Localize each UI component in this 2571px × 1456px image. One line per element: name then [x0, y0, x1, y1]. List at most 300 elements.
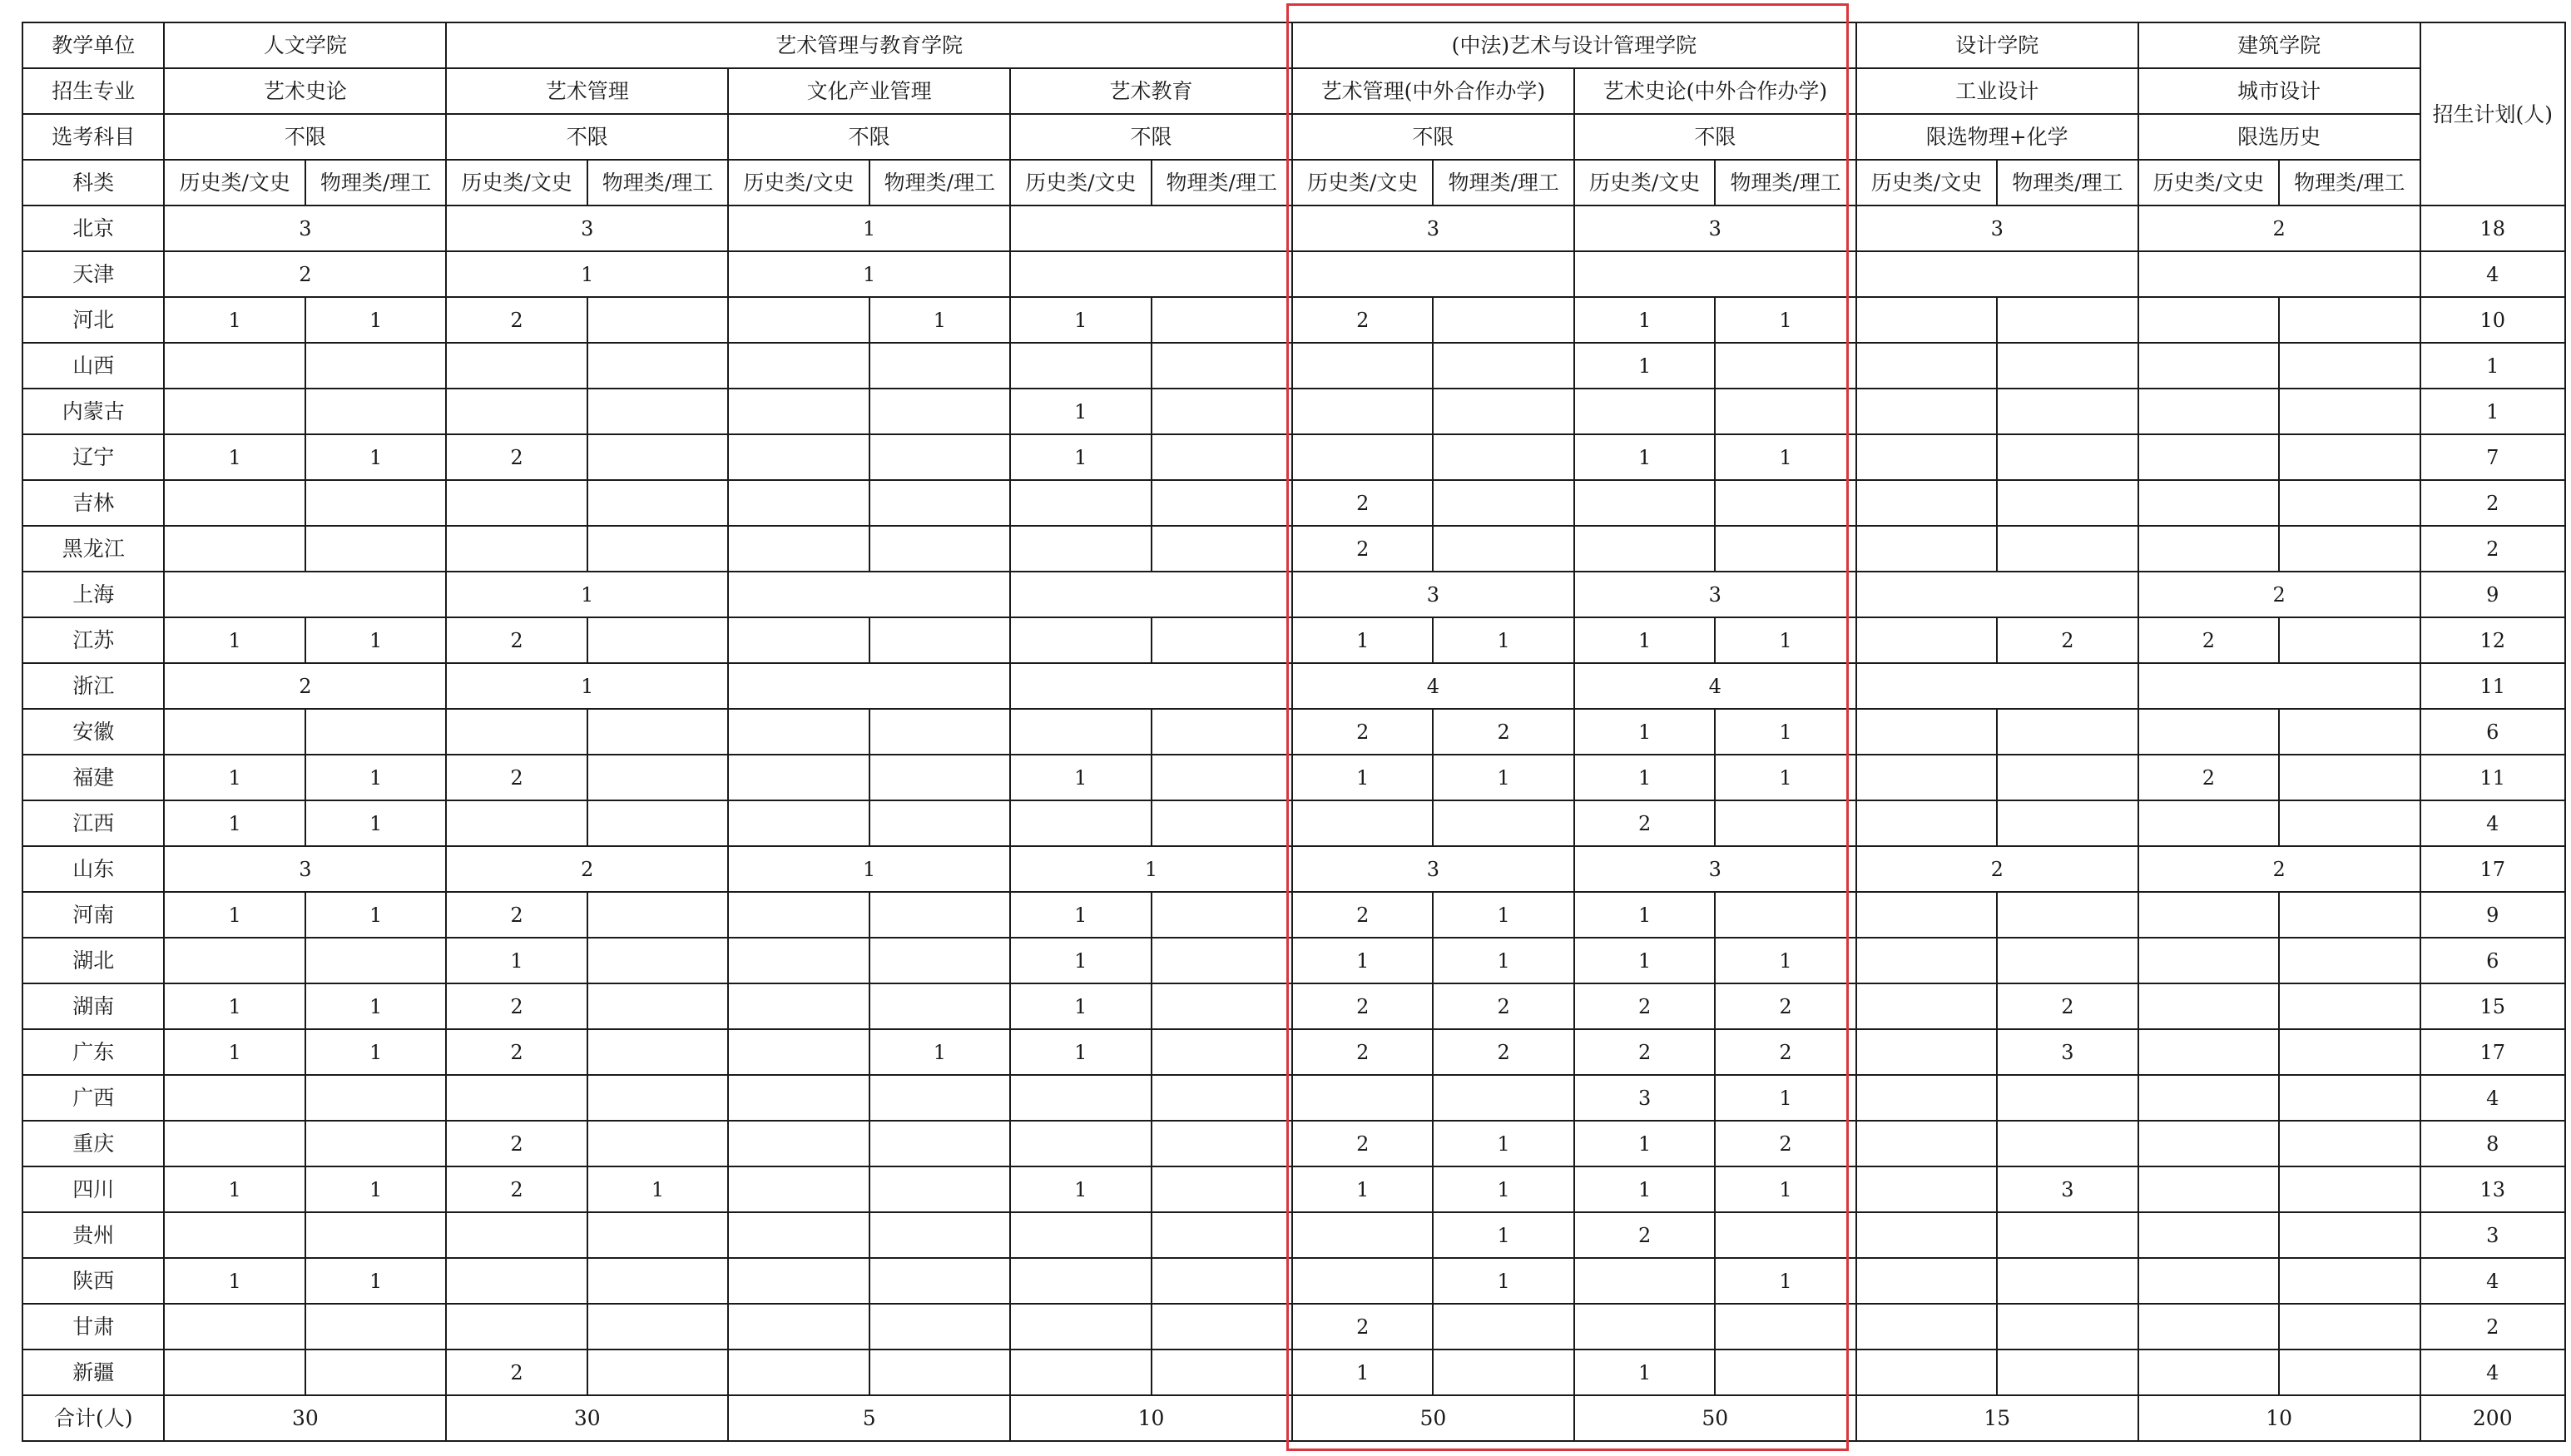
plan-cell — [1292, 434, 1433, 480]
plan-cell — [587, 983, 728, 1029]
unit-header: 艺术管理与教育学院 — [446, 22, 1292, 68]
plan-cell: 2 — [1997, 983, 2138, 1029]
merged-cell: 1 — [446, 572, 728, 617]
province-cell: 河北 — [22, 297, 164, 343]
plan-cell: 1 — [1715, 617, 1855, 663]
plan-cell — [2138, 526, 2279, 572]
plan-cell — [1997, 755, 2138, 800]
plan-cell — [1152, 800, 1292, 846]
plan-cell — [2279, 526, 2420, 572]
plan-cell — [164, 1304, 305, 1350]
plan-cell — [2138, 434, 2279, 480]
plan-cell — [2138, 800, 2279, 846]
plan-cell — [1433, 480, 1573, 526]
plan-cell: 1 — [164, 1029, 305, 1075]
row-total-cell: 15 — [2420, 983, 2565, 1029]
plan-cell — [446, 1258, 587, 1304]
plan-cell: 2 — [446, 755, 587, 800]
plan-cell — [728, 480, 869, 526]
unit-label: 教学单位 — [22, 22, 164, 68]
plan-cell: 1 — [1433, 1166, 1573, 1212]
plan-cell: 2 — [446, 1121, 587, 1166]
row-total-cell: 1 — [2420, 343, 2565, 389]
plan-cell — [2279, 1075, 2420, 1121]
plan-cell — [2279, 1166, 2420, 1212]
plan-cell — [728, 1029, 869, 1075]
plan-cell: 1 — [1010, 938, 1151, 983]
plan-cell — [2279, 1304, 2420, 1350]
plan-cell — [2138, 1166, 2279, 1212]
plan-cell: 1 — [1292, 617, 1433, 663]
merged-cell: 4 — [1292, 663, 1574, 709]
merged-cell — [2138, 663, 2420, 709]
plan-cell: 1 — [1715, 434, 1855, 480]
plan-cell: 1 — [1010, 755, 1151, 800]
plan-cell — [869, 1350, 1010, 1395]
plan-cell — [728, 617, 869, 663]
plan-cell: 1 — [1574, 343, 1715, 389]
plan-cell — [2279, 389, 2420, 434]
merged-cell: 1 — [446, 663, 728, 709]
plan-cell — [1574, 480, 1715, 526]
plan-cell — [869, 526, 1010, 572]
row-total-cell: 17 — [2420, 846, 2565, 892]
plan-cell — [2138, 1258, 2279, 1304]
province-cell: 浙江 — [22, 663, 164, 709]
plan-cell: 1 — [1574, 1121, 1715, 1166]
row-total-cell: 4 — [2420, 1258, 2565, 1304]
plan-cell — [2279, 1029, 2420, 1075]
plan-cell — [164, 1121, 305, 1166]
plan-cell: 1 — [1574, 1350, 1715, 1395]
category-header: 物理类/理工 — [2279, 160, 2420, 206]
plan-cell — [1152, 1075, 1292, 1121]
plan-cell — [1574, 389, 1715, 434]
plan-cell — [446, 1212, 587, 1258]
plan-cell — [587, 938, 728, 983]
plan-cell: 2 — [446, 1029, 587, 1075]
plan-cell — [587, 1075, 728, 1121]
plan-cell — [869, 709, 1010, 755]
merged-cell: 2 — [164, 251, 446, 297]
plan-cell — [587, 1029, 728, 1075]
plan-cell — [2279, 938, 2420, 983]
plan-cell — [1715, 389, 1855, 434]
plan-cell — [1010, 800, 1151, 846]
plan-cell — [1152, 480, 1292, 526]
province-cell: 重庆 — [22, 1121, 164, 1166]
merged-cell: 3 — [1574, 206, 1856, 251]
major-header: 艺术管理(中外合作办学) — [1292, 68, 1574, 114]
plan-cell — [728, 1304, 869, 1350]
plan-cell: 1 — [1574, 709, 1715, 755]
plan-cell — [1292, 389, 1433, 434]
plan-cell — [728, 938, 869, 983]
plan-header: 招生计划(人) — [2420, 22, 2565, 206]
plan-cell — [2279, 1121, 2420, 1166]
plan-cell — [1856, 1258, 1997, 1304]
plan-cell — [2279, 892, 2420, 938]
plan-cell — [446, 1075, 587, 1121]
merged-cell: 1 — [728, 251, 1010, 297]
plan-cell: 2 — [1433, 983, 1573, 1029]
plan-cell — [1997, 434, 2138, 480]
plan-cell: 1 — [305, 297, 446, 343]
plan-cell: 1 — [1433, 617, 1573, 663]
plan-cell — [1715, 1212, 1855, 1258]
plan-cell — [1856, 1212, 1997, 1258]
plan-cell: 1 — [164, 892, 305, 938]
plan-cell — [305, 1121, 446, 1166]
plan-cell — [1152, 617, 1292, 663]
merged-cell: 3 — [164, 846, 446, 892]
plan-cell: 2 — [1292, 297, 1433, 343]
plan-cell: 1 — [305, 983, 446, 1029]
plan-cell — [164, 1350, 305, 1395]
merged-cell — [1856, 572, 2138, 617]
plan-cell — [1152, 526, 1292, 572]
plan-cell: 1 — [1433, 755, 1573, 800]
plan-cell — [164, 343, 305, 389]
plan-cell: 1 — [1574, 434, 1715, 480]
plan-cell — [1997, 938, 2138, 983]
province-cell: 四川 — [22, 1166, 164, 1212]
row-total-cell: 11 — [2420, 663, 2565, 709]
unit-header: 设计学院 — [1856, 22, 2138, 68]
plan-cell — [1856, 1350, 1997, 1395]
row-total-cell: 6 — [2420, 938, 2565, 983]
plan-cell — [1010, 1121, 1151, 1166]
plan-cell: 2 — [446, 1166, 587, 1212]
row-total-cell: 2 — [2420, 1304, 2565, 1350]
plan-cell — [2138, 389, 2279, 434]
plan-cell — [1856, 1166, 1997, 1212]
province-cell: 江苏 — [22, 617, 164, 663]
plan-cell — [2279, 1212, 2420, 1258]
province-cell: 山东 — [22, 846, 164, 892]
plan-cell: 3 — [1997, 1166, 2138, 1212]
plan-cell: 1 — [1010, 1029, 1151, 1075]
plan-cell — [869, 434, 1010, 480]
plan-cell — [587, 1212, 728, 1258]
category-header: 历史类/文史 — [728, 160, 869, 206]
plan-cell — [869, 892, 1010, 938]
plan-cell — [1997, 1258, 2138, 1304]
plan-cell — [1433, 389, 1573, 434]
plan-cell — [1997, 297, 2138, 343]
plan-cell — [2279, 1350, 2420, 1395]
plan-cell — [728, 526, 869, 572]
plan-cell — [728, 1350, 869, 1395]
plan-cell — [1433, 1350, 1573, 1395]
subject-header: 不限 — [164, 114, 446, 160]
plan-cell — [305, 1212, 446, 1258]
plan-cell — [1292, 1212, 1433, 1258]
major-header: 文化产业管理 — [728, 68, 1010, 114]
plan-cell — [305, 938, 446, 983]
plan-cell — [1856, 1029, 1997, 1075]
category-header: 物理类/理工 — [1997, 160, 2138, 206]
plan-cell — [2138, 343, 2279, 389]
merged-cell: 2 — [2138, 206, 2420, 251]
plan-cell — [164, 389, 305, 434]
plan-cell — [869, 480, 1010, 526]
plan-cell — [728, 709, 869, 755]
plan-cell: 1 — [164, 1166, 305, 1212]
major-header: 工业设计 — [1856, 68, 2138, 114]
plan-cell: 2 — [446, 297, 587, 343]
plan-cell — [164, 480, 305, 526]
plan-cell — [1433, 343, 1573, 389]
plan-cell — [164, 1212, 305, 1258]
plan-cell — [1010, 1258, 1151, 1304]
total-cell: 30 — [164, 1395, 446, 1441]
total-label: 合计(人) — [22, 1395, 164, 1441]
province-cell: 贵州 — [22, 1212, 164, 1258]
subject-label: 选考科目 — [22, 114, 164, 160]
plan-cell: 1 — [1433, 1121, 1573, 1166]
category-header: 历史类/文史 — [446, 160, 587, 206]
province-cell: 上海 — [22, 572, 164, 617]
plan-cell — [728, 892, 869, 938]
row-total-cell: 4 — [2420, 1075, 2565, 1121]
plan-cell — [2279, 755, 2420, 800]
plan-cell — [587, 709, 728, 755]
plan-cell: 2 — [1292, 709, 1433, 755]
plan-cell: 1 — [1292, 755, 1433, 800]
plan-cell: 1 — [1433, 1212, 1573, 1258]
row-total-cell: 4 — [2420, 251, 2565, 297]
plan-cell — [1715, 1350, 1855, 1395]
plan-cell: 3 — [1997, 1029, 2138, 1075]
plan-cell — [869, 1075, 1010, 1121]
plan-cell — [1010, 480, 1151, 526]
plan-cell — [1997, 1304, 2138, 1350]
plan-cell — [1997, 892, 2138, 938]
row-total-cell: 9 — [2420, 572, 2565, 617]
plan-cell — [1010, 1075, 1151, 1121]
plan-cell — [1574, 1304, 1715, 1350]
merged-cell: 3 — [1292, 572, 1574, 617]
category-header: 物理类/理工 — [869, 160, 1010, 206]
plan-cell: 1 — [305, 755, 446, 800]
plan-cell — [2138, 938, 2279, 983]
plan-cell — [2138, 892, 2279, 938]
plan-cell: 1 — [1574, 617, 1715, 663]
merged-cell: 2 — [2138, 572, 2420, 617]
plan-cell: 1 — [1715, 1258, 1855, 1304]
plan-cell — [1715, 526, 1855, 572]
plan-cell — [1856, 389, 1997, 434]
category-header: 历史类/文史 — [1856, 160, 1997, 206]
plan-cell — [1997, 1121, 2138, 1166]
plan-cell: 1 — [1433, 1258, 1573, 1304]
plan-cell — [869, 1166, 1010, 1212]
plan-cell — [305, 526, 446, 572]
plan-cell — [1152, 892, 1292, 938]
plan-cell — [869, 755, 1010, 800]
merged-cell — [1292, 251, 1574, 297]
plan-cell — [728, 434, 869, 480]
merged-cell — [1856, 251, 2138, 297]
merged-cell — [1010, 206, 1292, 251]
plan-cell — [446, 800, 587, 846]
plan-cell — [1574, 526, 1715, 572]
merged-cell — [1010, 251, 1292, 297]
plan-cell — [1010, 526, 1151, 572]
plan-cell — [728, 1121, 869, 1166]
plan-cell — [1856, 892, 1997, 938]
merged-cell: 3 — [446, 206, 728, 251]
merged-cell: 1 — [728, 846, 1010, 892]
plan-cell: 1 — [305, 434, 446, 480]
plan-cell — [446, 343, 587, 389]
plan-cell — [1997, 343, 2138, 389]
plan-cell — [1715, 892, 1855, 938]
plan-cell: 1 — [164, 983, 305, 1029]
total-cell: 10 — [1010, 1395, 1292, 1441]
plan-cell: 1 — [869, 297, 1010, 343]
province-cell: 甘肃 — [22, 1304, 164, 1350]
plan-cell: 1 — [1433, 938, 1573, 983]
plan-cell: 2 — [1292, 1304, 1433, 1350]
plan-cell — [1010, 343, 1151, 389]
plan-cell — [1433, 434, 1573, 480]
subject-header: 不限 — [446, 114, 728, 160]
row-total-cell: 3 — [2420, 1212, 2565, 1258]
subject-header: 不限 — [1292, 114, 1574, 160]
major-header: 艺术史论 — [164, 68, 446, 114]
plan-cell — [1152, 709, 1292, 755]
row-total-cell: 13 — [2420, 1166, 2565, 1212]
plan-cell — [305, 709, 446, 755]
plan-cell: 1 — [1574, 892, 1715, 938]
plan-cell — [728, 755, 869, 800]
merged-cell — [728, 663, 1010, 709]
plan-cell: 1 — [1574, 755, 1715, 800]
row-total-cell: 8 — [2420, 1121, 2565, 1166]
plan-cell — [1715, 800, 1855, 846]
unit-header: 建筑学院 — [2138, 22, 2420, 68]
plan-cell: 2 — [1715, 983, 1855, 1029]
plan-cell — [1856, 297, 1997, 343]
plan-cell: 1 — [305, 892, 446, 938]
merged-cell: 3 — [1574, 846, 1856, 892]
row-total-cell: 12 — [2420, 617, 2565, 663]
plan-cell — [2279, 297, 2420, 343]
plan-cell — [305, 1075, 446, 1121]
plan-cell: 2 — [1433, 1029, 1573, 1075]
plan-cell: 1 — [305, 617, 446, 663]
plan-cell — [1010, 1350, 1151, 1395]
plan-cell — [1856, 709, 1997, 755]
merged-cell: 3 — [1574, 572, 1856, 617]
plan-cell — [869, 1258, 1010, 1304]
plan-cell — [869, 938, 1010, 983]
province-cell: 广东 — [22, 1029, 164, 1075]
merged-cell — [1010, 663, 1292, 709]
plan-cell — [2138, 1121, 2279, 1166]
plan-cell — [1152, 983, 1292, 1029]
plan-cell — [869, 983, 1010, 1029]
plan-cell: 2 — [1715, 1121, 1855, 1166]
plan-cell: 1 — [164, 297, 305, 343]
plan-cell: 1 — [1010, 297, 1151, 343]
plan-cell — [869, 1304, 1010, 1350]
row-total-cell: 18 — [2420, 206, 2565, 251]
plan-cell: 2 — [1433, 709, 1573, 755]
merged-cell — [1574, 251, 1856, 297]
plan-cell — [1010, 1304, 1151, 1350]
plan-cell — [2279, 800, 2420, 846]
plan-cell — [1856, 983, 1997, 1029]
plan-cell — [446, 709, 587, 755]
plan-cell: 1 — [1292, 1350, 1433, 1395]
province-cell: 新疆 — [22, 1350, 164, 1395]
plan-cell: 2 — [1292, 526, 1433, 572]
row-total-cell: 10 — [2420, 297, 2565, 343]
plan-cell — [869, 389, 1010, 434]
plan-cell — [2279, 617, 2420, 663]
plan-cell — [1152, 297, 1292, 343]
plan-cell: 1 — [305, 1166, 446, 1212]
plan-cell — [1997, 389, 2138, 434]
plan-cell — [1292, 800, 1433, 846]
plan-cell — [869, 1121, 1010, 1166]
plan-cell: 1 — [1715, 755, 1855, 800]
plan-cell: 2 — [1292, 480, 1433, 526]
plan-cell — [446, 1304, 587, 1350]
row-total-cell: 1 — [2420, 389, 2565, 434]
plan-cell: 2 — [446, 1350, 587, 1395]
plan-cell — [164, 526, 305, 572]
plan-cell — [1152, 1304, 1292, 1350]
plan-cell — [1152, 1121, 1292, 1166]
row-total-cell: 9 — [2420, 892, 2565, 938]
plan-cell — [164, 709, 305, 755]
plan-cell: 2 — [446, 434, 587, 480]
plan-cell — [728, 800, 869, 846]
plan-cell — [587, 800, 728, 846]
plan-cell: 1 — [1574, 297, 1715, 343]
plan-cell: 1 — [1010, 983, 1151, 1029]
plan-cell — [587, 892, 728, 938]
plan-cell — [1152, 343, 1292, 389]
unit-header: (中法)艺术与设计管理学院 — [1292, 22, 1856, 68]
plan-cell: 3 — [1574, 1075, 1715, 1121]
row-total-cell: 11 — [2420, 755, 2565, 800]
plan-cell: 1 — [1715, 1166, 1855, 1212]
plan-cell: 1 — [1715, 938, 1855, 983]
total-cell: 50 — [1574, 1395, 1856, 1441]
plan-cell — [587, 1350, 728, 1395]
plan-cell: 1 — [305, 800, 446, 846]
category-label: 科类 — [22, 160, 164, 206]
province-cell: 黑龙江 — [22, 526, 164, 572]
plan-cell — [728, 1075, 869, 1121]
plan-cell: 2 — [2138, 755, 2279, 800]
plan-cell: 1 — [1010, 1166, 1151, 1212]
province-cell: 北京 — [22, 206, 164, 251]
subject-header: 限选历史 — [2138, 114, 2420, 160]
plan-cell: 1 — [1574, 938, 1715, 983]
plan-cell — [305, 1304, 446, 1350]
plan-cell — [1152, 1258, 1292, 1304]
plan-cell — [1715, 480, 1855, 526]
plan-cell: 1 — [164, 800, 305, 846]
total-cell: 10 — [2138, 1395, 2420, 1441]
plan-cell — [1856, 526, 1997, 572]
